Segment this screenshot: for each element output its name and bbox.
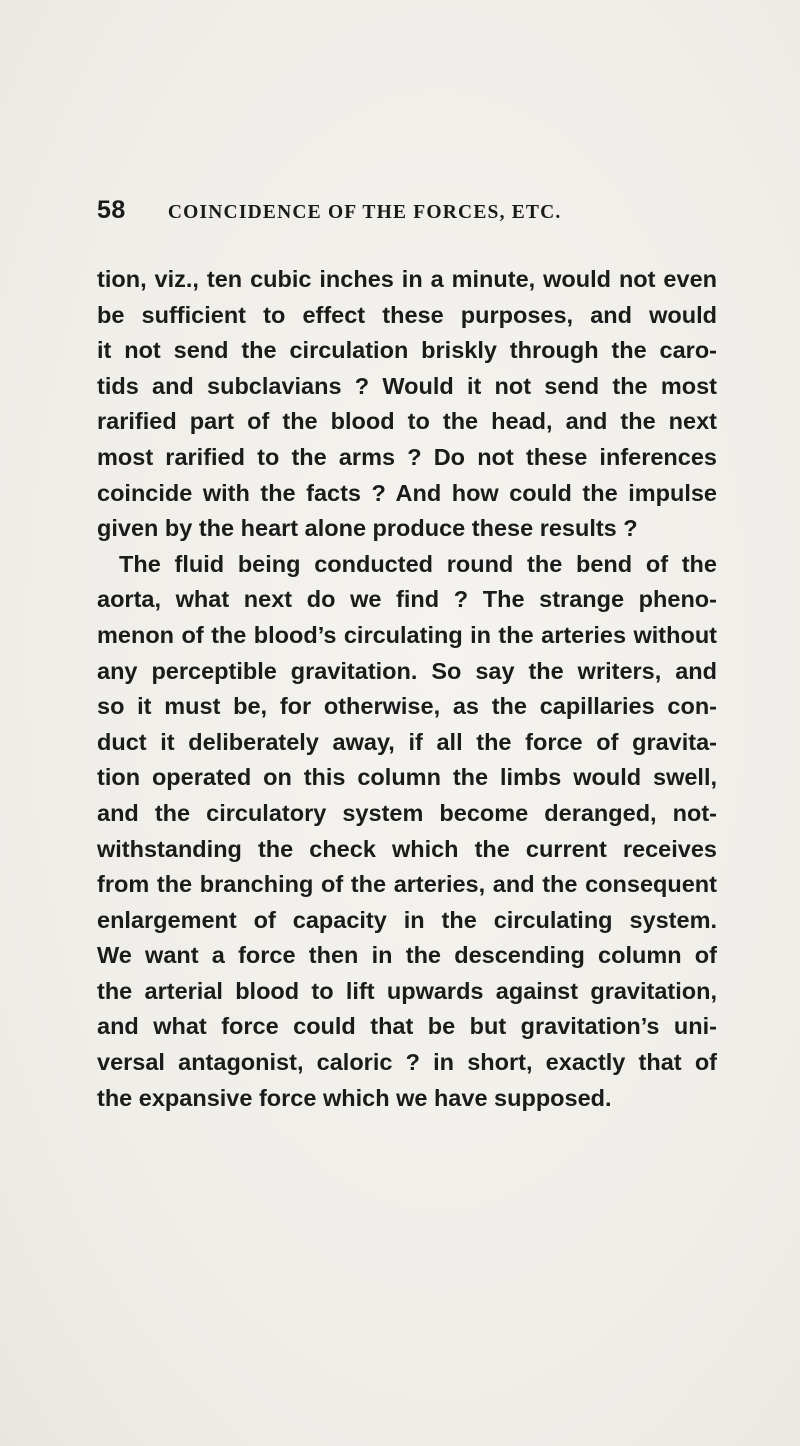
text-line: the arterial blood to lift upwards against gravitation, bbox=[97, 977, 717, 1004]
text-line: so it must be, for otherwise, as the capillaries con- bbox=[97, 693, 717, 720]
body-paragraphs bbox=[97, 262, 717, 1116]
page-number: 58 bbox=[97, 196, 126, 224]
text-line: tion operated on this column the limbs would swell, bbox=[97, 764, 717, 791]
text-line: and what force could that be but gravitation’s uni- bbox=[97, 1013, 717, 1040]
text-line: The fluid being conducted round the bend of the bbox=[119, 550, 717, 577]
text-line: and the circulatory system become deranged, not- bbox=[97, 799, 717, 826]
text-line: tion, viz., ten cubic inches in a minute, would not even bbox=[97, 266, 717, 292]
text-line: most rarified to the arms ? Do not these inferences bbox=[97, 443, 717, 470]
text-line: any perceptible gravitation. So say the writers, and bbox=[97, 657, 717, 684]
running-head-title: COINCIDENCE OF THE FORCES, ETC. bbox=[167, 202, 562, 223]
text-line: the expansive force which we have supposed. bbox=[97, 1084, 612, 1111]
running-head bbox=[97, 196, 717, 226]
text-line: withstanding the check which the current receives bbox=[97, 835, 717, 862]
text-line: aorta, what next do we find ? The strange pheno- bbox=[97, 586, 717, 613]
text-line: coincide with the facts ? And how could the impulse bbox=[97, 479, 717, 506]
text-line: menon of the blood’s circulating in the arteries without bbox=[97, 621, 717, 648]
text-line: tids and subclavians ? Would it not send the most bbox=[97, 372, 717, 399]
text-line: be sufficient to effect these purposes, and would bbox=[97, 301, 717, 328]
text-line: enlargement of capacity in the circulating system. bbox=[97, 906, 717, 933]
text-line: We want a force then in the descending column of bbox=[97, 942, 717, 969]
text-line: from the branching of the arteries, and the consequent bbox=[97, 871, 717, 898]
text-line: versal antagonist, caloric ? in short, exactly that of bbox=[97, 1049, 717, 1076]
text-line: duct it deliberately away, if all the force of gravita- bbox=[97, 728, 717, 755]
text-line: given by the heart alone produce these results ? bbox=[97, 515, 638, 542]
text-line: it not send the circulation briskly through the caro- bbox=[97, 337, 717, 364]
text-line: rarified part of the blood to the head, and the next bbox=[97, 408, 717, 435]
